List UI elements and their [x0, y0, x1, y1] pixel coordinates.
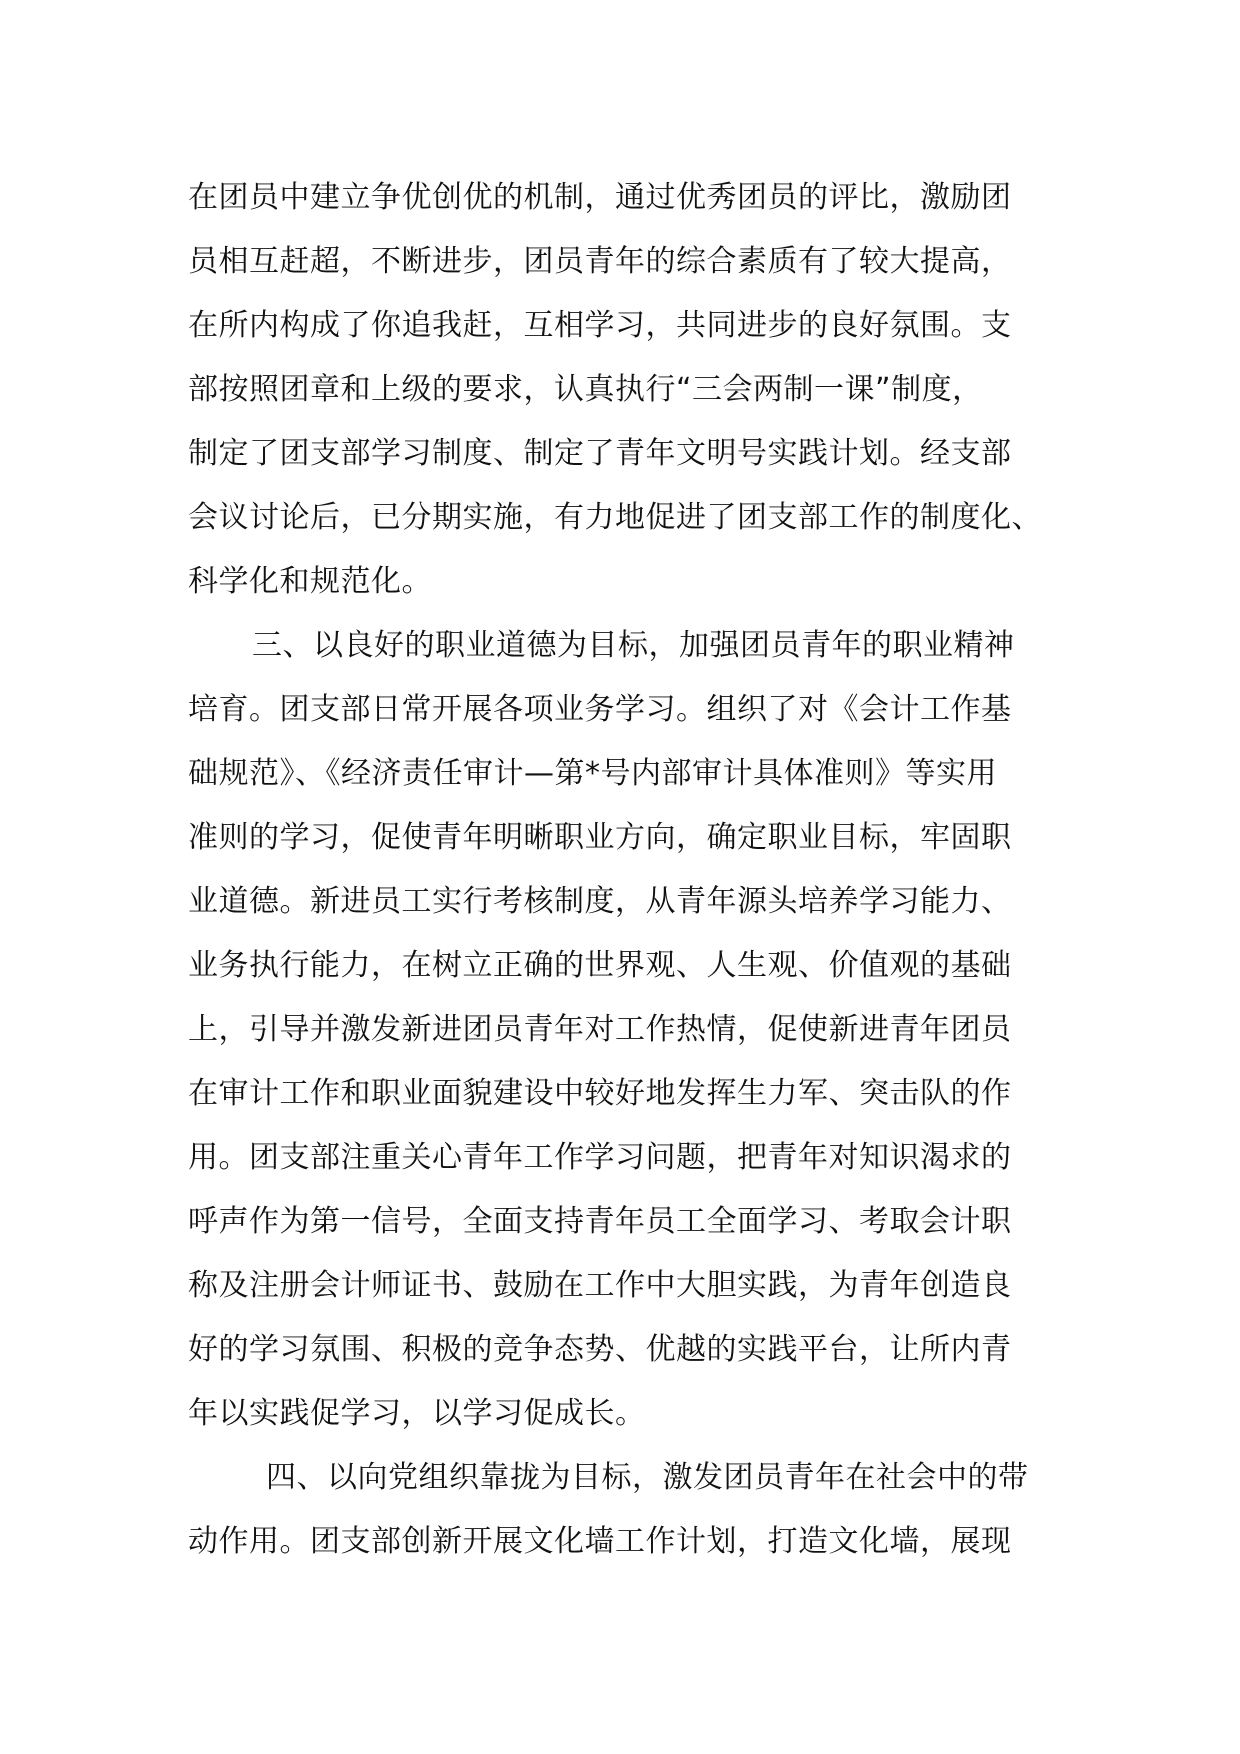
text-line: 动作用。团支部创新开展文化墙工作计划，打造文化墙，展现	[188, 1524, 1012, 1559]
text-line: 年以实践促学习，以学习促成长。	[188, 1396, 646, 1431]
text-line: 在所内构成了你追我赶，互相学习，共同进步的良好氛围。支	[188, 308, 1012, 343]
text-line: 会议讨论后，已分期实施，有力地促进了团支部工作的制度化、	[188, 500, 1042, 535]
text-line: 好的学习氛围、积极的竞争态势、优越的实践平台，让所内青	[188, 1332, 1012, 1367]
text-line: 部按照团章和上级的要求，认真执行“三会两制一课”制度，	[188, 372, 983, 407]
text-line: 培育。团支部日常开展各项业务学习。组织了对《会计工作基	[188, 692, 1012, 727]
text-line: 呼声作为第一信号，全面支持青年员工全面学习、考取会计职	[188, 1204, 1012, 1239]
text-line: 业务执行能力，在树立正确的世界观、人生观、价值观的基础	[188, 948, 1012, 983]
text-line: 上，引导并激发新进团员青年对工作热情，促使新进青年团员	[188, 1012, 1012, 1047]
text-line: 准则的学习，促使青年明晰职业方向，确定职业目标，牢固职	[188, 820, 1012, 855]
section-four-heading-line: 四、以向党组织靠拢为目标，激发团员青年在社会中的带	[266, 1460, 1029, 1495]
text-line: 在团员中建立争优创优的机制，通过优秀团员的评比，激励团	[188, 180, 1012, 215]
text-line: 科学化和规范化。	[188, 564, 432, 599]
text-line: 制定了团支部学习制度、制定了青年文明号实践计划。经支部	[188, 436, 1012, 471]
text-line: 用。团支部注重关心青年工作学习问题，把青年对知识渴求的	[188, 1140, 1012, 1175]
text-line: 业道德。新进员工实行考核制度，从青年源头培养学习能力、	[188, 884, 1012, 919]
section-three-heading-line: 三、以良好的职业道德为目标，加强团员青年的职业精神	[252, 628, 1015, 663]
text-line: 础规范》、《经济责任审计—第*号内部审计具体准则》等实用	[188, 756, 997, 791]
text-line: 称及注册会计师证书、鼓励在工作中大胆实践，为青年创造良	[188, 1268, 1012, 1303]
body-text	[188, 166, 1068, 1574]
text-line: 员相互赶超，不断进步，团员青年的综合素质有了较大提高，	[188, 244, 1012, 279]
text-line: 在审计工作和职业面貌建设中较好地发挥生力军、突击队的作	[188, 1076, 1012, 1111]
